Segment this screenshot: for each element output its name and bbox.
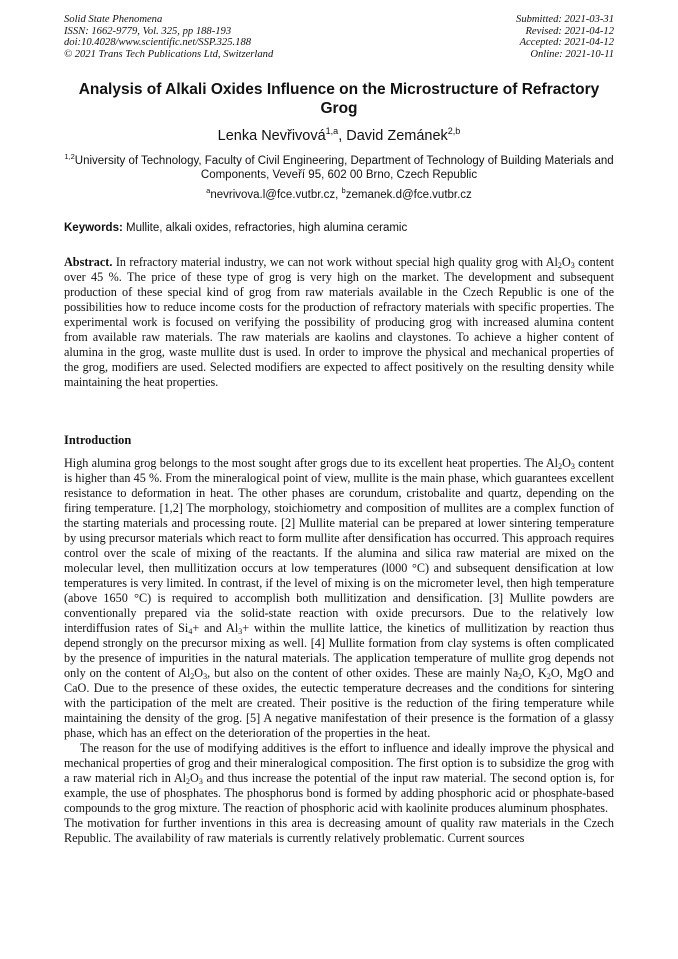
text: O, MgO and CaO. Due to the presence of these oxides, the eutectic temperature decreases and the conditions for sintering with the participation of the melt are created. Their positive is the reduction of the firing temperature while maintaining the density of the grog. [5] A negative manifestation of their presence is the formation of a glassy phase, which has an effect on the deterioration of the properties in the heat. bbox=[64, 666, 614, 740]
journal-header-right bbox=[516, 14, 614, 60]
text: + within the mullite lattice, the kinetics of mullitization by reaction thus depend strongly on the precursor mixing as well. [4] Mullite formation from clay systems is often complicated by the presence of impurities in the natural materials. The application temperature of mullite grog depends not only on the content of Al bbox=[64, 621, 614, 680]
sub: 2 bbox=[558, 462, 563, 471]
sub: 2 bbox=[546, 672, 551, 681]
author-separator: , bbox=[338, 127, 347, 144]
journal-name: Solid State Phenomena bbox=[64, 14, 163, 25]
journal-header-left bbox=[64, 14, 273, 60]
text: The reason for the use of modifying additives is the effort to influence and ideally improve the physical and mechanical properties of grog and their mineralogical composition. The first option is to subsidize the grog with a raw material rich in Al bbox=[64, 741, 614, 785]
email-a[interactable]: nevrivova.l@fce.vutbr.cz bbox=[210, 188, 336, 201]
text: O bbox=[194, 666, 204, 680]
accepted-date: Accepted: 2021-04-12 bbox=[519, 37, 614, 49]
author-2: David Zemánek bbox=[346, 127, 448, 144]
sub: 3 bbox=[198, 777, 203, 786]
author-1: Lenka Nevřivová bbox=[217, 127, 326, 144]
paper-title: Analysis of Alkali Oxides Influence on the Microstructure of Refractory Grog bbox=[78, 81, 600, 117]
intro-paragraph-1 bbox=[64, 456, 614, 741]
author-list bbox=[64, 122, 614, 145]
keywords bbox=[64, 221, 614, 235]
email-separator: , bbox=[335, 188, 342, 201]
copyright: © 2021 Trans Tech Publications Ltd, Switzerland bbox=[64, 48, 274, 60]
sub: 2 bbox=[186, 777, 191, 786]
abstract-label: Abstract. bbox=[64, 255, 113, 269]
email-a-sup: a bbox=[206, 186, 211, 195]
sub: 3 bbox=[570, 261, 575, 270]
text: and thus increase the potential of the input raw material. The second option is, for example, the use of phosphates. The phosphorus bond is formed by adding phosphoric acid or phosphate-based compounds to the grog mixture. The reaction of phosphoric acid with kaolinite produces aluminum phosphates. bbox=[64, 771, 615, 815]
text: O, K bbox=[522, 666, 547, 680]
text: + and Al bbox=[192, 621, 239, 635]
text: High alumina grog belongs to the most sought after grogs due to its excellent heat properties. The Al bbox=[64, 456, 559, 470]
doi: doi:10.4028/www.scientific.net/SSP.325.188 bbox=[64, 37, 252, 49]
abstract-paragraph bbox=[64, 255, 614, 390]
introduction-heading: Introduction bbox=[64, 433, 132, 447]
keywords-text: Mullite, alkali oxides, refractories, high alumina ceramic bbox=[126, 222, 408, 234]
sub: 3 bbox=[203, 672, 208, 681]
email-b[interactable]: zemanek.d@fce.vutbr.cz bbox=[345, 188, 472, 201]
sub: 2 bbox=[557, 261, 562, 270]
text: O bbox=[562, 456, 571, 470]
issn: ISSN: 1662-9779, Vol. 325, pp 188-193 bbox=[64, 25, 232, 37]
sub: 3 bbox=[570, 462, 575, 471]
sub: 2 bbox=[518, 672, 523, 681]
author-emails bbox=[64, 184, 614, 202]
affiliation-sup: 1,2 bbox=[64, 152, 75, 161]
online-date: Online: 2021-10-11 bbox=[530, 48, 614, 60]
abstract-text-1: In refractory material industry, we can not work without special high quality grog with Al bbox=[115, 255, 558, 269]
email-b-sup: b bbox=[341, 186, 346, 195]
abstract bbox=[64, 255, 614, 390]
abstract-text-2: O bbox=[561, 255, 571, 269]
affiliation-text: University of Technology, Faculty of Civil Engineering, Department of Technology of Building Materials and Components, Veveří 95, 602 00 Brno, Czech Republic bbox=[74, 154, 614, 181]
text: content is higher than 45 %. From the mineralogical point of view, mullite is the main phase, which guarantees excellent resistance to deformation in heat. The other phases are corundum, cristobalite and quartz, depending on the firing temperature. [1,2] The morphology, stoichiometry and composition of mullites are a complex function of the starting materials and processing route. [2] Mullite material can be prepared at lower sintering temperature by using precursor materials which react to form mullite after densification has occurred. This approach requires control over the scale of mixing of the reactants. If the alumina and silica raw material are mixed on the molecular level, then mullitization occurs at low temperatures (l000 °C) and subsequent densification at low temperatures is very limited. In contrast, if the level of mixing is on the micrometer level, then high temperature (above 1650 °C) is required to accomplish both mullitization and densification. [3] Mullite powders are conventionally prepared via the solid-state reaction with oxide precursors. Due to the relatively low interdiffusion rates of Si bbox=[64, 456, 614, 635]
intro-paragraph-2 bbox=[64, 741, 614, 816]
affiliation bbox=[64, 150, 614, 182]
submitted-date: Submitted: 2021-03-31 bbox=[516, 14, 614, 25]
keywords-label: Keywords: bbox=[64, 222, 123, 234]
author-2-affil: 2,b bbox=[447, 126, 461, 136]
introduction-body bbox=[64, 456, 614, 846]
text: O bbox=[190, 771, 199, 785]
sub: 3 bbox=[238, 627, 243, 636]
abstract-text-3: content over 45 %. The price of these type of grog is very high on the market. The development and subsequent production of these special kind of grog from raw materials available in the Czech Republic is one of the possibilities how to reduce income costs for the production of refractory materials with specific properties. The experimental work is focused on verifying the possibility of producing grog with increased alumina content from available raw materials. The raw materials are kaolins and claystones. To achieve a higher content of alumina in the grog, waste mullite dust is used. In order to improve the physical and mechanical properties of the grog, modifiers are used. Selected modifiers are expected to affect positively on the resulting density while maintaining the heat properties. bbox=[64, 255, 614, 389]
intro-paragraph-3: The motivation for further inventions in this area is decreasing amount of quality raw materials in the Czech Republic. The availability of raw materials is currently relatively problematic. Current sources bbox=[64, 816, 614, 845]
revised-date: Revised: 2021-04-12 bbox=[525, 25, 614, 37]
author-1-affil: 1,a bbox=[325, 126, 339, 136]
text: , but also on the content of other oxides. These are mainly Na bbox=[207, 666, 519, 680]
sub: 4 bbox=[188, 627, 193, 636]
sub: 2 bbox=[190, 672, 195, 681]
